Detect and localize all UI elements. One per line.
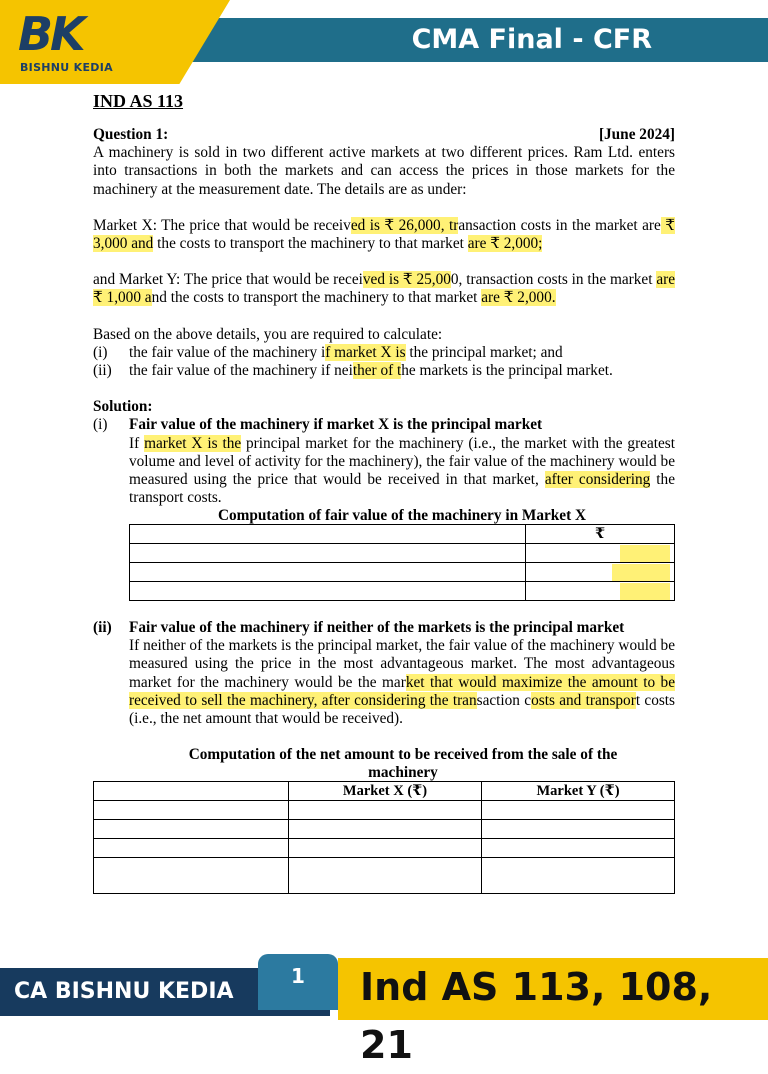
table-cell	[130, 544, 526, 563]
table-cell	[526, 544, 675, 563]
header-title: CMA Final - CFR	[411, 24, 652, 55]
table-row	[130, 563, 675, 582]
page-heading: IND AS 113	[93, 91, 184, 111]
table-cell	[289, 801, 482, 820]
column-header-market-x: Market X (₹)	[289, 782, 482, 801]
highlight-run: ed is ₹ 26,000, tr	[350, 216, 459, 234]
question-item	[93, 362, 675, 380]
item-text	[129, 344, 675, 362]
table-row	[130, 582, 675, 601]
table-cell	[94, 782, 289, 801]
solution-part-ii	[93, 619, 675, 728]
question-item	[93, 344, 675, 362]
text-run: the fair value of the machinery if nei	[129, 362, 353, 380]
table-cell	[94, 820, 289, 839]
market-x-paragraph	[93, 217, 675, 253]
market-y-paragraph	[93, 271, 675, 307]
table-row	[94, 820, 675, 839]
item-number: (ii)	[93, 362, 112, 380]
solution-i-text	[129, 435, 675, 508]
text-run: the principal market; and	[405, 343, 563, 361]
table-cell	[482, 839, 675, 858]
item-number: (i)	[93, 343, 108, 361]
item-text	[129, 362, 675, 380]
table-cell	[130, 582, 526, 601]
question-header	[93, 126, 675, 144]
fair-value-table	[129, 524, 675, 601]
highlight-run: market X is the	[144, 434, 242, 452]
table-cell	[526, 582, 675, 601]
table-cell	[94, 858, 289, 894]
table-cell	[289, 820, 482, 839]
solution-part-i	[93, 416, 675, 525]
table-cell	[94, 839, 289, 858]
column-header-market-y: Market Y (₹)	[482, 782, 675, 801]
table-row	[94, 801, 675, 820]
footer-author: CA BISHNU KEDIA	[14, 979, 234, 1004]
text-run: principal market for the machinery (i.e., the market with the greatest volume and level of activity for the machinery), the fair value of the machinery would be measured using the price that would be received in that market,	[129, 434, 675, 489]
highlight-run: are ₹ 1,000 a	[93, 271, 675, 307]
item-number: (i)	[93, 416, 108, 434]
page-number: 1	[291, 964, 305, 988]
table-ii-title: Computation of the net amount to be received from the sale of the machinery	[188, 746, 618, 781]
text-run: If neither of the markets is the principal market, the fair value of the machinery would be measured using the price in the most advantageous market. The most advantageous market for the machinery would be the mar	[129, 637, 675, 691]
footer-topic-panel	[338, 958, 768, 1067]
text-run: nd the costs to transport the machinery to that market	[151, 289, 482, 307]
highlight-run: are ₹ 2,000.	[481, 289, 556, 307]
text-run: ansaction costs in the market are	[458, 216, 661, 234]
table-cell	[289, 858, 482, 894]
highlight-run: ₹ 3,000 and	[93, 216, 676, 253]
solution-ii-text	[129, 637, 675, 728]
logo-name: BISHNU KEDIA	[20, 61, 113, 74]
cell-highlight	[620, 545, 670, 562]
solution-label: Solution:	[93, 398, 153, 416]
table-cell	[526, 563, 675, 582]
table-cell	[130, 563, 526, 582]
table-i-title: Computation of fair value of the machinery in Market X	[217, 507, 587, 525]
question-intro: A machinery is sold in two different active markets at two different prices. Ram Ltd. enters into transactions in both the markets and can access the prices in those markets for the machinery at the measurement date. The details are as under:	[93, 144, 675, 198]
table-row	[130, 525, 675, 544]
highlight-run: ther of t	[352, 362, 402, 380]
highlight-run: after considering	[544, 471, 651, 489]
highlight-run: ket that would maximize the amount to be received to sell the machinery, after considering the tran	[129, 673, 675, 709]
net-amount-table	[93, 781, 675, 894]
text-run: Market X: The price that would be receiv	[93, 216, 351, 234]
solution-i-title: Fair value of the machinery if market X is the principal market	[129, 416, 543, 434]
table-cell	[482, 801, 675, 820]
table-unit-cell: ₹	[526, 525, 675, 544]
footer-page-tab	[258, 954, 338, 1010]
table-row	[94, 839, 675, 858]
logo-mark: BK	[18, 7, 83, 61]
brand-logo	[16, 6, 126, 76]
footer-topic: Ind AS 113, 108, 21	[360, 965, 713, 1067]
table-cell	[289, 839, 482, 858]
table-cell	[482, 820, 675, 839]
table-cell	[94, 801, 289, 820]
cell-highlight	[612, 564, 670, 581]
based-on-text: Based on the above details, you are required to calculate:	[93, 325, 443, 343]
table-row	[130, 544, 675, 563]
table-row	[94, 858, 675, 894]
solution-ii-title: Fair value of the machinery if neither of the markets is the principal market	[129, 619, 625, 636]
text-run: the transport costs.	[129, 471, 675, 507]
text-run: he markets is the principal market.	[401, 362, 613, 380]
highlight-run: ved is ₹ 25,00	[362, 271, 451, 289]
table-cell	[130, 525, 526, 544]
highlight-run: f market X is	[325, 343, 406, 361]
text-run: saction c	[476, 691, 532, 709]
cell-highlight	[620, 583, 670, 600]
text-run: 0, transaction costs in the market	[450, 271, 657, 289]
question-label: Question 1:	[93, 126, 169, 143]
text-run: If	[129, 434, 145, 452]
question-date: [June 2024]	[598, 126, 675, 143]
item-number: (ii)	[93, 619, 112, 636]
highlight-run: are ₹ 2,000;	[467, 235, 543, 253]
text-run: the costs to transport the machinery to that market	[153, 235, 468, 253]
table-cell	[482, 858, 675, 894]
text-run: and Market Y: The price that would be recei	[93, 271, 363, 289]
text-run: t costs (i.e., the net amount that would be received).	[129, 691, 675, 728]
text-run: the fair value of the machinery i	[129, 343, 326, 361]
highlight-run: osts and transpor	[531, 691, 636, 709]
table-header-row	[94, 782, 675, 801]
question-block	[93, 126, 675, 526]
